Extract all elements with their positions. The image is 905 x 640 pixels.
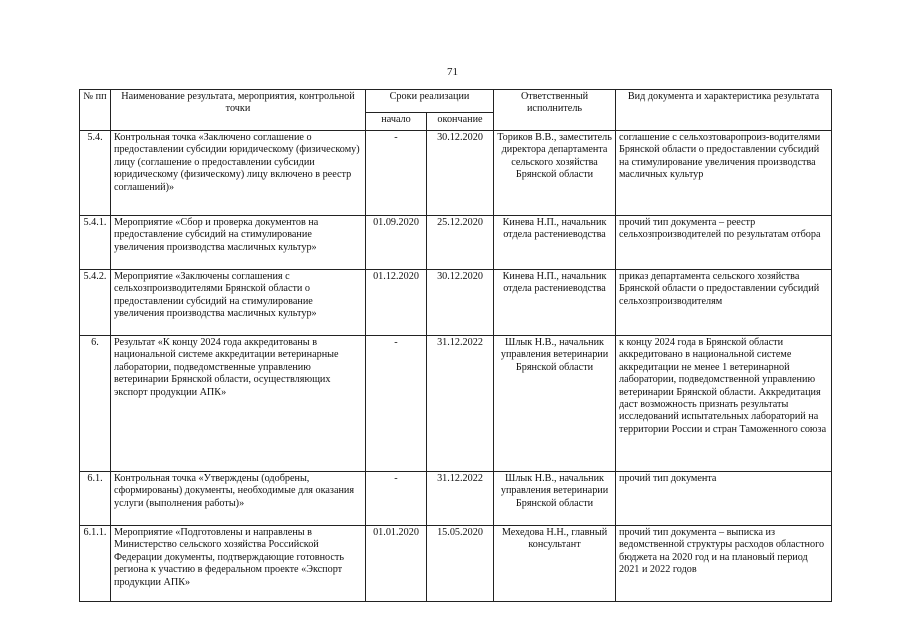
row-num: 6. (80, 336, 111, 472)
row-name: Контрольная точка «Заключено соглашение о предоставлении субсидии юридическому (физическому) лицу (соглашение о предоставлении субсидии юридическому (физическому) лицу включено в реестр соглашений)» (111, 131, 366, 216)
header-executor: Ответственный исполнитель (494, 90, 616, 131)
row-name: Мероприятие «Заключены соглашения с сельхозпроизводителями Брянской области о предоставлении субсидий на стимулирование увеличения производства масличных культур» (111, 270, 366, 336)
row-end: 31.12.2022 (427, 336, 494, 472)
row-name: Контрольная точка «Утверждены (одобрены, сформированы) документы, необходимые для оказания услуги (выполнения работы)» (111, 472, 366, 526)
row-doc: прочий тип документа – реестр сельхозпроизводителей по результатам отбора (616, 216, 832, 270)
table-row (80, 270, 832, 336)
row-name: Результат «К концу 2024 года аккредитованы в национальной системе аккредитации ветеринарные лаборатории, подведомственные управлению ветеринарии Брянской области, осуществляющих экспорт продукции АПК» (111, 336, 366, 472)
table-row (80, 472, 832, 526)
row-doc: прочий тип документа – выписка из ведомственной структуры расходов областного бюджета на 2020 год и на плановый период 2021 и 2022 годов (616, 526, 832, 602)
row-end: 25.12.2020 (427, 216, 494, 270)
row-executor: Кинева Н.П., начальник отдела растениеводства (494, 270, 616, 336)
row-end: 31.12.2022 (427, 472, 494, 526)
header-doc: Вид документа и характеристика результата (616, 90, 832, 131)
row-num: 5.4.2. (80, 270, 111, 336)
row-start: 01.01.2020 (366, 526, 427, 602)
row-start: - (366, 336, 427, 472)
row-doc: прочий тип документа (616, 472, 832, 526)
row-num: 6.1.1. (80, 526, 111, 602)
row-end: 30.12.2020 (427, 131, 494, 216)
row-end: 15.05.2020 (427, 526, 494, 602)
page-number: 71 (447, 66, 458, 78)
table-row (80, 526, 832, 602)
row-executor: Шлык Н.В., начальник управления ветеринарии Брянской области (494, 472, 616, 526)
row-num: 5.4. (80, 131, 111, 216)
header-period: Сроки реализации (366, 90, 494, 113)
row-num: 6.1. (80, 472, 111, 526)
row-name: Мероприятие «Сбор и проверка документов на предоставление субсидий на стимулирование увеличения производства масличных культур» (111, 216, 366, 270)
row-executor: Шлык Н.В., начальник управления ветеринарии Брянской области (494, 336, 616, 472)
row-executor: Кинева Н.П., начальник отдела растениеводства (494, 216, 616, 270)
row-start: - (366, 472, 427, 526)
row-start: 01.09.2020 (366, 216, 427, 270)
header-end: окончание (427, 113, 494, 131)
row-doc: к концу 2024 года в Брянской области аккредитовано в национальной системе аккредитации не менее 1 ветеринарной лаборатории, подведомственной управлению ветеринарии Брянской области. Аккредитация даст возможность признать результаты исследований испытательных лабораторий на территории России и стран Таможенного союза (616, 336, 832, 472)
row-name: Мероприятие «Подготовлены и направлены в Министерство сельского хозяйства Российской Федерации документы, подтверждающие готовность региона к участию в федеральном проекте «Экспорт продукции АПК» (111, 526, 366, 602)
row-executor: Мехедова Н.Н., главный консультант (494, 526, 616, 602)
header-start: начало (366, 113, 427, 131)
row-end: 30.12.2020 (427, 270, 494, 336)
row-start: - (366, 131, 427, 216)
plan-table (79, 89, 832, 602)
header-name: Наименование результата, мероприятия, контрольной точки (111, 90, 366, 131)
table-row (80, 131, 832, 216)
header-num: № пп (80, 90, 111, 131)
row-start: 01.12.2020 (366, 270, 427, 336)
row-executor: Ториков В.В., заместитель директора департамента сельского хозяйства Брянской области (494, 131, 616, 216)
row-doc: соглашение с сельхозтоваропроиз-водителями Брянской области о предоставлении субсидий на стимулирование увеличения производства масличных культур (616, 131, 832, 216)
table-row (80, 216, 832, 270)
row-doc: приказ департамента сельского хозяйства Брянской области о предоставлении субсидий сельхозпроизводителям (616, 270, 832, 336)
table-row (80, 336, 832, 472)
row-num: 5.4.1. (80, 216, 111, 270)
